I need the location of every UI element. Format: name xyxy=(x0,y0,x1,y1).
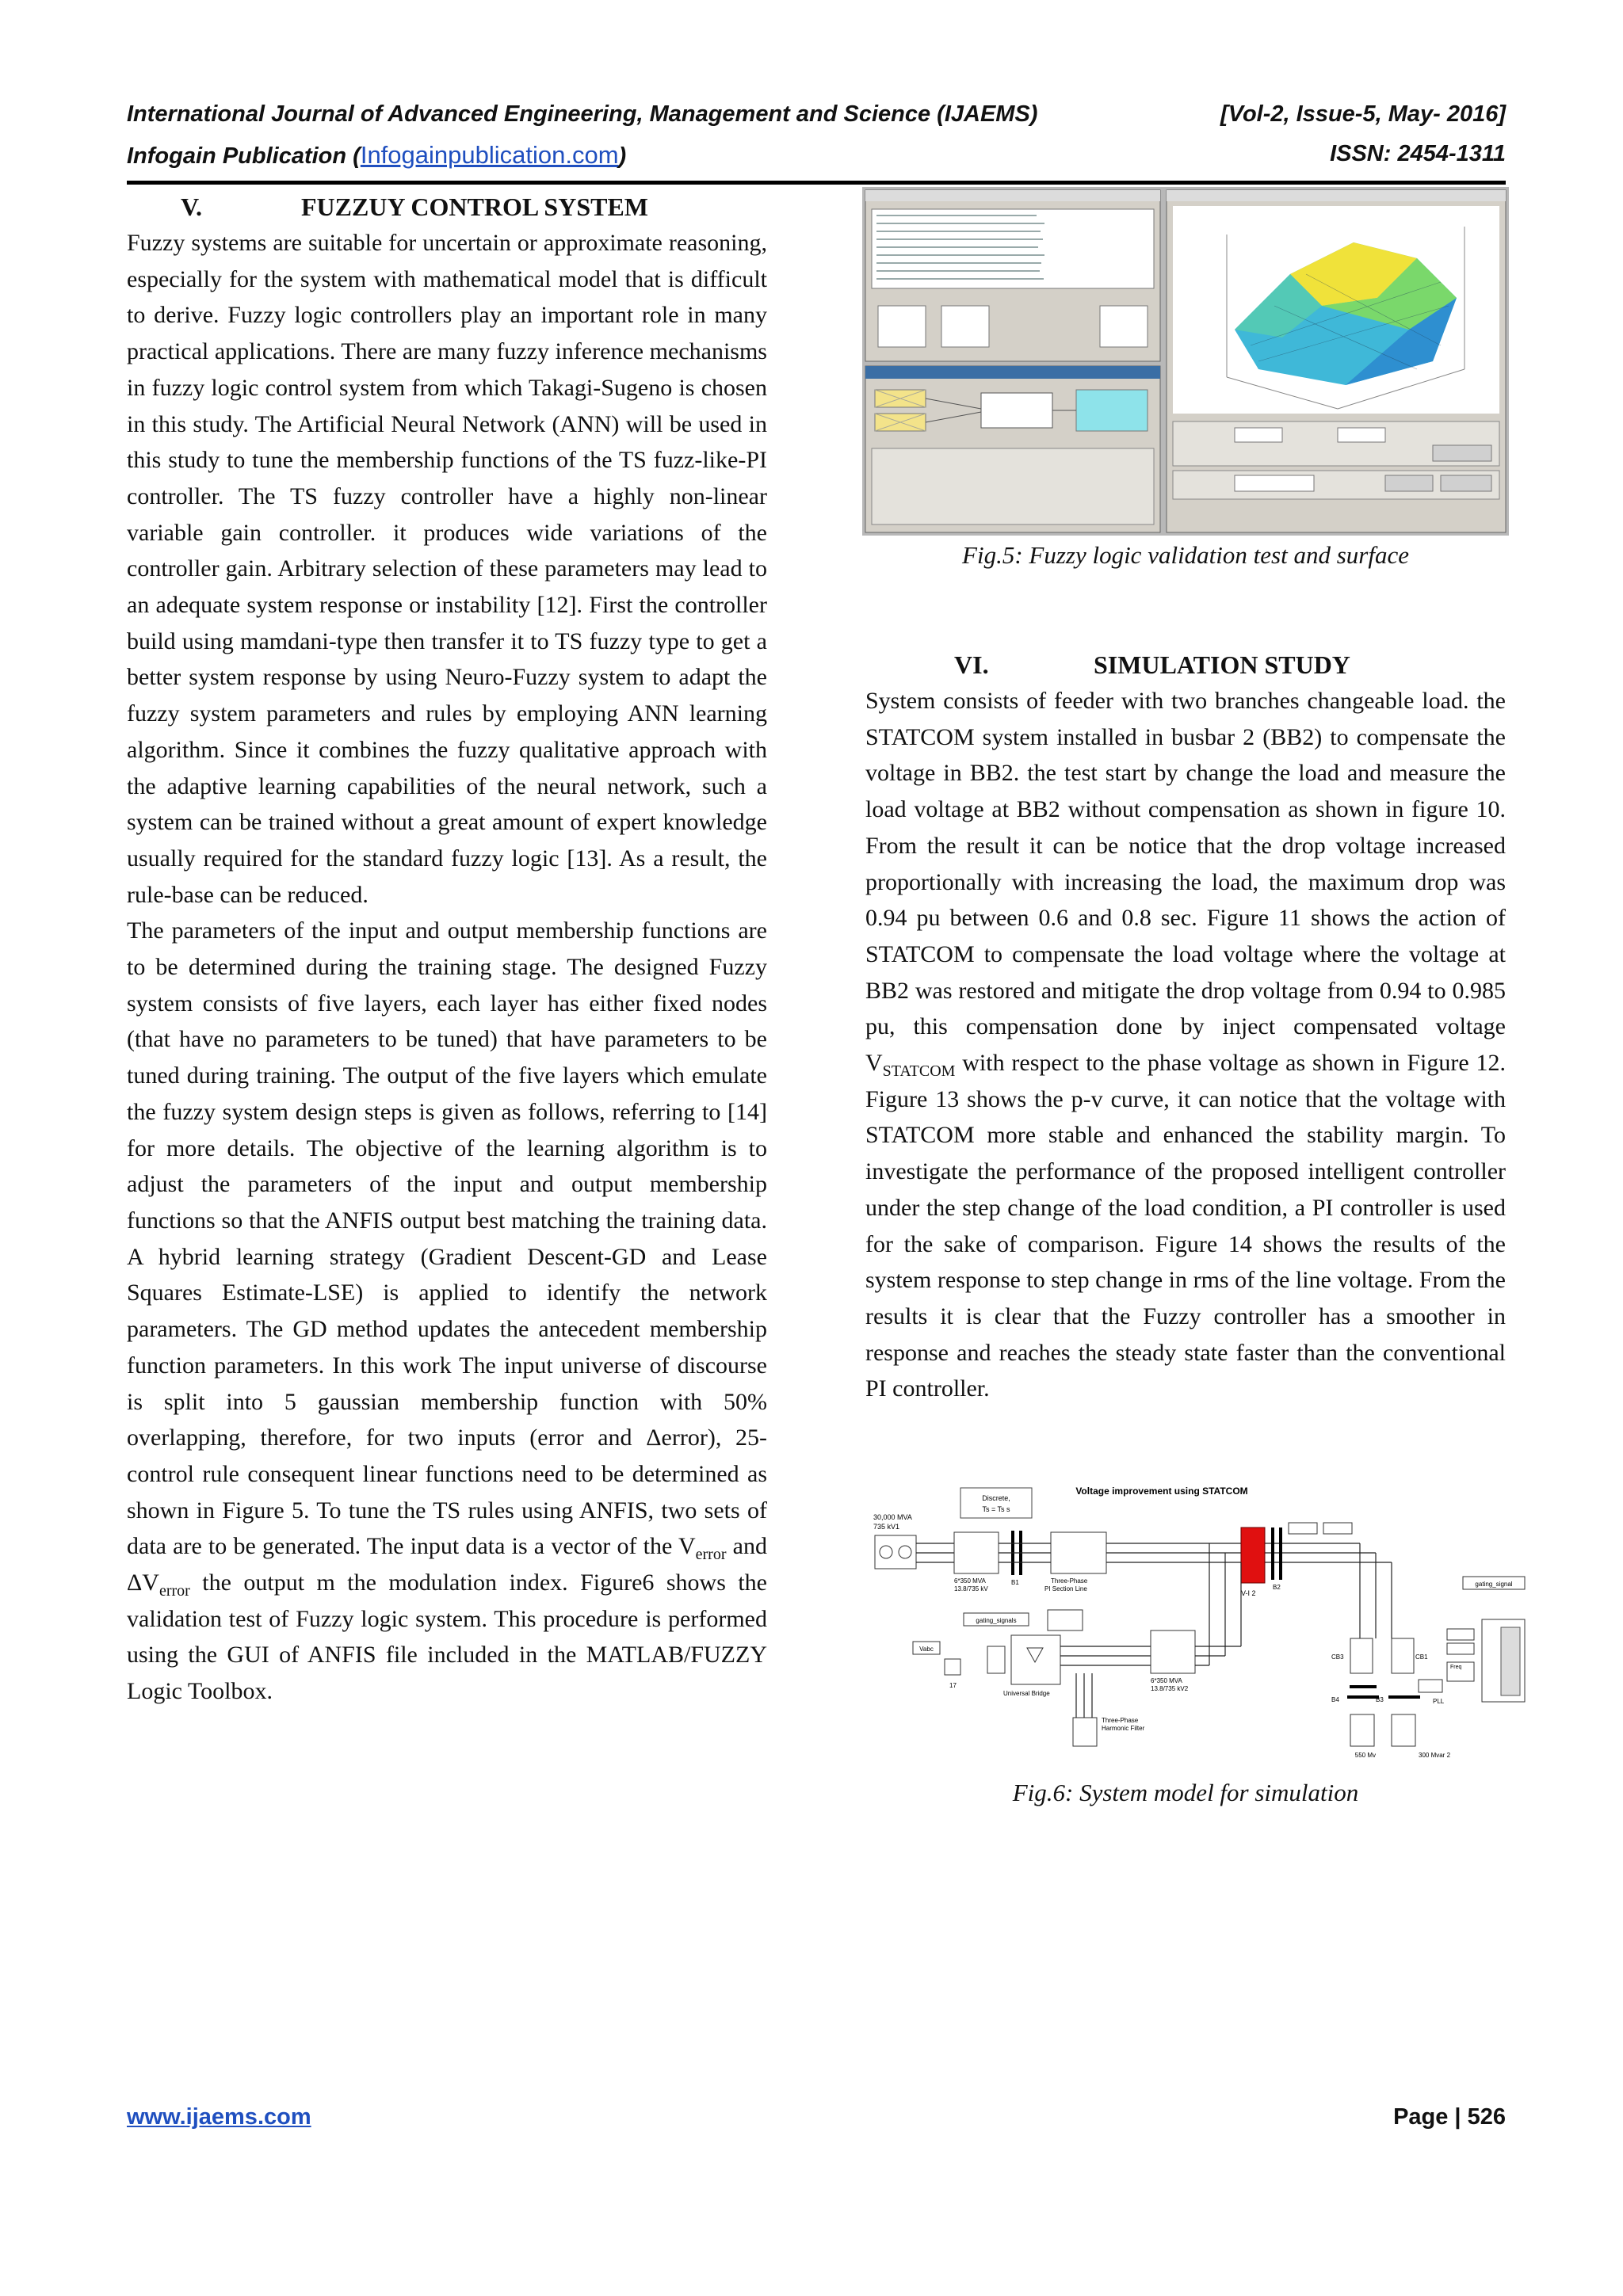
fig6-caption: Fig.6: System model for simulation xyxy=(1012,1779,1359,1806)
svg-text:13.8/735 kV2: 13.8/735 kV2 xyxy=(1151,1685,1189,1692)
left-column xyxy=(127,189,767,1710)
svg-text:Ts = Ts s: Ts = Ts s xyxy=(982,1505,1010,1513)
paragraph: Fuzzy systems are suitable for uncertain or approximate reasoning, especially for the system with mathematical model that is difficult to derive. Fuzzy logic controllers play an important role in many practical applications. There are many fuzzy inference mechanisms in fuzzy logic control system from which Takagi-Sugeno is chosen in this study. The Artificial Neural Network (ANN) will be used in this study to tune the membership functions of the TS fuzz-like-PI controller. The TS fuzzy controller have a highly non-linear variable gain controller. it produces wide variations of the controller gain. Arbitrary selection of these parameters may lead to an adequate system response or instability [12]. First the controller build using mamdani-type then transfer it to TS fuzzy type to get a better system response by using Neuro-Fuzzy system to adapt the fuzzy system parameters and rules by employing ANN learning algorithm. Since it combines the fuzzy qualitative approach with the adaptive learning capabilities of the neural network, such a system can be trained without a great amount of expert knowledge usually required for the standard fuzzy logic [13]. As a result, the rule-base can be reduced. xyxy=(127,230,767,908)
svg-text:Harmonic Filter: Harmonic Filter xyxy=(1102,1725,1145,1732)
svg-text:B1: B1 xyxy=(1011,1579,1019,1586)
fig6-diagram xyxy=(869,1480,1534,1773)
svg-text:B4: B4 xyxy=(1331,1696,1339,1703)
svg-text:Vabc: Vabc xyxy=(919,1646,934,1653)
svg-text:gating_signal: gating_signal xyxy=(1475,1581,1513,1588)
svg-text:6*350 MVA: 6*350 MVA xyxy=(954,1577,986,1585)
publisher: Infogain Publication (Infogainpublication.com) xyxy=(127,141,627,169)
svg-text:Freq: Freq xyxy=(1450,1665,1462,1670)
svg-text:V-I 2: V-I 2 xyxy=(1241,1589,1256,1597)
svg-text:B2: B2 xyxy=(1273,1584,1281,1591)
website-link[interactable]: www.ijaems.com xyxy=(127,2104,311,2130)
svg-text:CB3: CB3 xyxy=(1331,1653,1344,1661)
svg-text:B3: B3 xyxy=(1376,1696,1384,1703)
svg-text:6*350 MVA: 6*350 MVA xyxy=(1151,1677,1182,1684)
svg-text:Discrete,: Discrete, xyxy=(982,1494,1010,1502)
header-rule xyxy=(127,181,1506,185)
section-heading-6: VI. SIMULATION STUDY xyxy=(954,650,1350,679)
svg-text:Three-Phase: Three-Phase xyxy=(1102,1717,1139,1724)
svg-text:30,000 MVA: 30,000 MVA xyxy=(873,1513,912,1521)
svg-text:PLL: PLL xyxy=(1433,1698,1445,1705)
svg-text:13.8/735 kV: 13.8/735 kV xyxy=(954,1585,988,1592)
paragraph: The parameters of the input and output membership functions are to be determined during the training stage. The designed Fuzzy system consists of five layers, each layer has either fixed nodes (that have no parameters to be tuned) that have parameters to be tuned during training. The output of the five layers which emulate the fuzzy system design steps is given as follows, referring to [14] for more details. The objective of the learning algorithm is to adjust the parameters of the input and output membership functions so that the ANFIS output best matching the training data. A hybrid learning strategy (Gradient Descent-GD and Lease Squares Estimate-LSE) is applied to identify the network parameters. The GD method updates the antecedent membership function parameters. In this work The input universe of discourse is split into 5 gaussian membership function with 50% overlapping, therefore, for two inputs (error and Δerror), 25-control rule consequent linear functions need to be determined as shown in Figure 5. To tune the TS rules using ANFIS, two sets of data are to be generated. The input data is a vector of the $V_{error}$ and $\Delta V_{error}$ the output m the modulation index. Figure6 shows the validation test of Fuzzy logic system. This procedure is performed using the GUI of ANFIS file included in the MATLAB/FUZZY Logic Toolbox. xyxy=(127,917,767,1705)
running-header xyxy=(127,101,1506,133)
svg-text:Universal Bridge: Universal Bridge xyxy=(1003,1690,1050,1697)
svg-text:735 kV1: 735 kV1 xyxy=(873,1523,900,1531)
section-heading-5: V. FUZZUY CONTROL SYSTEM xyxy=(181,193,648,221)
fig5-image xyxy=(862,187,1509,536)
publisher-link[interactable]: Infogainpublication.com xyxy=(360,141,619,169)
fig5-caption: Fig.5: Fuzzy logic validation test and surface xyxy=(962,541,1409,569)
paragraph: System consists of feeder with two branches changeable load. the STATCOM system installed in busbar 2 (BB2) to compensate the voltage in BB2. the test start by change the load and measure the load voltage at BB2 without compensation as shown in figure 10. From the result it can be notice that the drop voltage increased proportionally with increasing the load, the maximum drop was 0.94 pu between 0.6 and 0.8 sec. Figure 11 shows the action of STATCOM to compensate the load voltage where the voltage at BB2 was restored and mitigate the drop voltage from 0.94 to 0.985 pu, this compensation done by inject compensated voltage $V_{STATCOM}$ with respect to the phase voltage as shown in Figure 12. Figure 13 shows the p-v curve, it can notice that the voltage with STATCOM more stable and enhanced the stability margin. To investigate the performance of the proposed intelligent controller under the step change of the load condition, a PI controller is used for the sake of comparison. Figure 14 shows the results of the system response to step change in rms of the line voltage. From the results it is clear that the Fuzzy controller has a smoother in response and reaches the steady state faster than the conventional PI controller. xyxy=(865,688,1506,1402)
svg-text:gating_signals: gating_signals xyxy=(976,1617,1017,1624)
journal-name: International Journal of Advanced Engineering, Management and Science (IJAEMS) xyxy=(127,101,1038,127)
svg-text:PI Section Line: PI Section Line xyxy=(1044,1585,1087,1592)
svg-text:550 Mv: 550 Mv xyxy=(1354,1752,1376,1759)
issn: ISSN: 2454-1311 xyxy=(1330,141,1506,166)
page-number: Page | 526 xyxy=(1393,2104,1506,2130)
volume-issue: [Vol-2, Issue-5, May- 2016] xyxy=(1220,101,1506,127)
svg-text:300 Mvar 2: 300 Mvar 2 xyxy=(1419,1752,1451,1759)
right-column xyxy=(865,646,1506,1407)
fig6-title: Voltage improvement using STATCOM xyxy=(1075,1486,1248,1497)
svg-text:Three-Phase: Three-Phase xyxy=(1051,1577,1088,1585)
svg-text:17: 17 xyxy=(949,1682,957,1689)
svg-text:CB1: CB1 xyxy=(1415,1653,1428,1661)
page-footer xyxy=(127,2104,1506,2136)
publisher-header xyxy=(127,141,1506,173)
